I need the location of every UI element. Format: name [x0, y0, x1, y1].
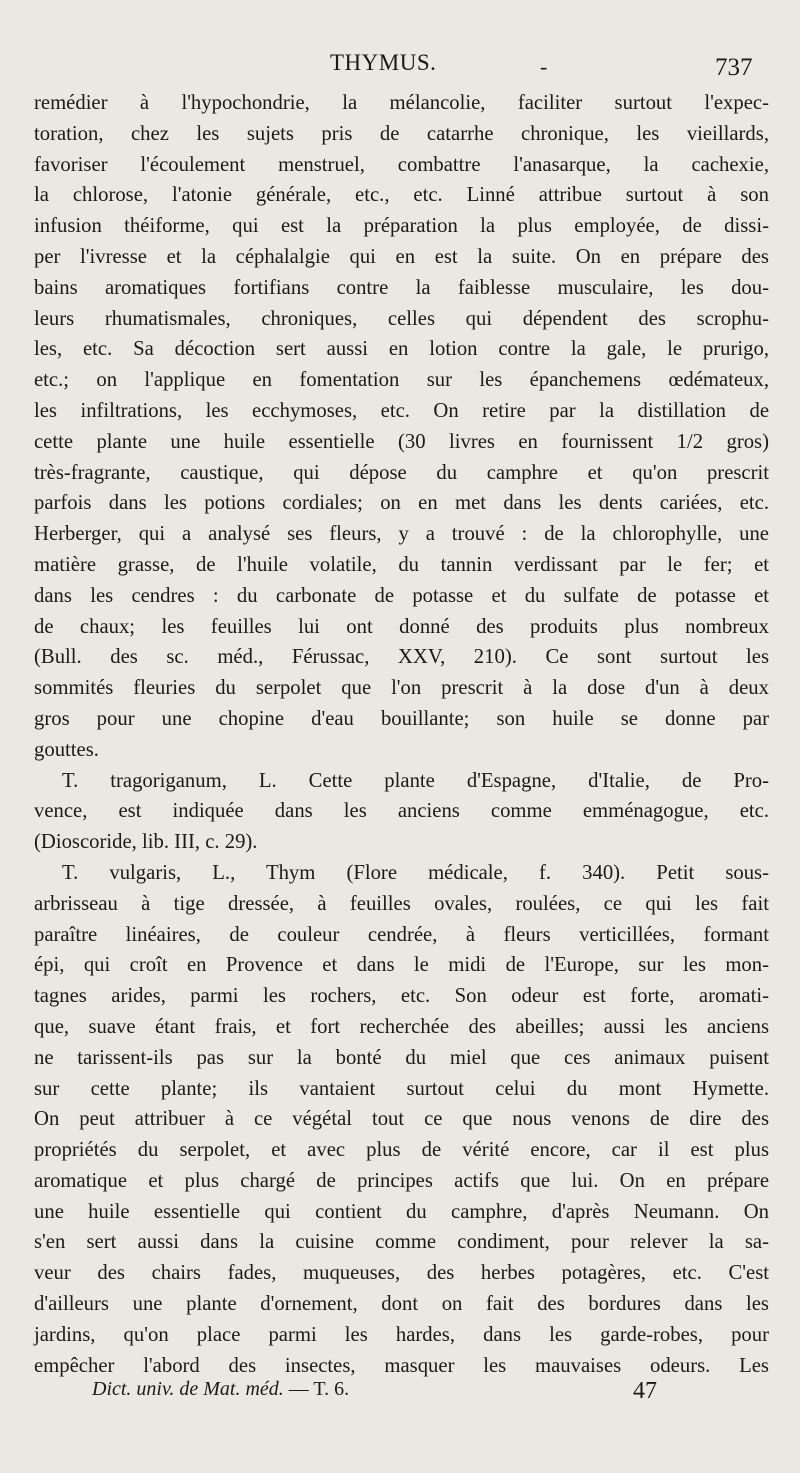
- signature-title: Dict. univ. de Mat. méd.: [92, 1378, 284, 1400]
- text-line: très-fragrante, caustique, qui dépose du camphre et qu'on prescrit: [34, 461, 769, 484]
- running-title: THYMUS.: [330, 50, 437, 75]
- body-text: [34, 88, 769, 1381]
- text-line: vence, est indiquée dans les anciens comme emménagogue, etc.: [34, 800, 769, 823]
- text-line: gouttes.: [34, 738, 99, 761]
- text-line: propriétés du serpolet, et avec plus de vérité encore, car il est plus: [34, 1139, 769, 1162]
- text-line: toration, chez les sujets pris de catarrhe chronique, les vieillards,: [34, 122, 769, 145]
- text-line: empêcher l'abord des insectes, masquer les mauvaises odeurs. Les: [34, 1354, 769, 1377]
- text-line: Herberger, qui a analysé ses fleurs, y a trouvé : de la chlorophylle, une: [34, 523, 769, 546]
- text-line: (Dioscoride, lib. III, c. 29).: [34, 831, 258, 854]
- entry-line-tragoriganum: T. tragoriganum, L. Cette plante d'Espagne, d'Italie, de Pro-: [62, 769, 769, 792]
- signature-volume: — T. 6.: [288, 1378, 350, 1400]
- text-line: matière grasse, de l'huile volatile, du tannin verdissant par le fer; et: [34, 553, 769, 576]
- text-line: per l'ivresse et la céphalalgie qui en est la suite. On en prépare des: [34, 245, 769, 268]
- text-line: infusion théiforme, qui est la préparation la plus employée, de dissi-: [34, 215, 769, 238]
- text-line: dans les cendres : du carbonate de potasse et du sulfate de potasse et: [34, 584, 769, 607]
- text-line: les infiltrations, les ecchymoses, etc. On retire par la distillation de: [34, 399, 769, 422]
- entry-line-vulgaris: T. vulgaris, L., Thym (Flore médicale, f. 340). Petit sous-: [62, 861, 769, 884]
- text-line: jardins, qu'on place parmi les hardes, dans les garde-robes, pour: [34, 1323, 769, 1346]
- text-line: une huile essentielle qui contient du camphre, d'après Neumann. On: [34, 1200, 769, 1223]
- text-line: veur des chairs fades, muqueuses, des herbes potagères, etc. C'est: [34, 1262, 769, 1285]
- text-line: parfois dans les potions cordiales; on en met dans les dents cariées, etc.: [34, 492, 769, 515]
- text-line: la chlorose, l'atonie générale, etc., etc. Linné attribue surtout à son: [34, 184, 769, 207]
- header-dash: -: [540, 54, 548, 79]
- text-line: remédier à l'hypochondrie, la mélancolie, faciliter surtout l'expec-: [34, 92, 769, 114]
- text-line: sommités fleuries du serpolet que l'on prescrit à la dose d'un à deux: [34, 677, 769, 700]
- text-line: les, etc. Sa décoction sert aussi en lotion contre la gale, le prurigo,: [34, 338, 769, 361]
- sheet-number: 47: [633, 1378, 657, 1404]
- text-line: leurs rhumatismales, chroniques, celles qui dépendent des scrophu-: [34, 307, 769, 330]
- text-line: favoriser l'écoulement menstruel, combattre l'anasarque, la cachexie,: [34, 153, 769, 176]
- text-line: bains aromatiques fortifians contre la faiblesse musculaire, les dou-: [34, 276, 769, 299]
- text-line: paraître linéaires, de couleur cendrée, à fleurs verticillées, formant: [34, 923, 769, 946]
- text-line: ne tarissent-ils pas sur la bonté du miel que ces animaux puisent: [34, 1046, 769, 1069]
- text-line: arbrisseau à tige dressée, à feuilles ovales, roulées, ce qui les fait: [34, 892, 769, 915]
- text-line: d'ailleurs une plante d'ornement, dont on fait des bordures dans les: [34, 1293, 769, 1316]
- page-number: 737: [715, 54, 753, 81]
- text-line: sur cette plante; ils vantaient surtout celui du mont Hymette.: [34, 1077, 769, 1100]
- page-footer: [0, 1378, 800, 1412]
- text-line: de chaux; les feuilles lui ont donné des produits plus nombreux: [34, 615, 769, 638]
- text-line: (Bull. des sc. méd., Férussac, XXV, 210). Ce sont surtout les: [34, 646, 769, 669]
- text-line: aromatique et plus chargé de principes actifs que lui. On en prépare: [34, 1169, 769, 1192]
- text-line: On peut attribuer à ce végétal tout ce que nous venons de dire des: [34, 1108, 769, 1131]
- text-line: gros pour une chopine d'eau bouillante; son huile se donne par: [34, 707, 769, 730]
- text-line: épi, qui croît en Provence et dans le midi de l'Europe, sur les mon-: [34, 954, 769, 977]
- printer-signature: [92, 1378, 349, 1401]
- text-line: s'en sert aussi dans la cuisine comme condiment, pour relever la sa-: [34, 1231, 769, 1254]
- text-line: cette plante une huile essentielle (30 livres en fournissent 1/2 gros): [34, 430, 769, 453]
- page-header: [0, 50, 800, 84]
- text-line: que, suave étant frais, et fort recherchée des abeilles; aussi les anciens: [34, 1015, 769, 1038]
- text-line: tagnes arides, parmi les rochers, etc. Son odeur est forte, aromati-: [34, 985, 769, 1008]
- text-line: etc.; on l'applique en fomentation sur les épanchemens œdémateux,: [34, 369, 769, 392]
